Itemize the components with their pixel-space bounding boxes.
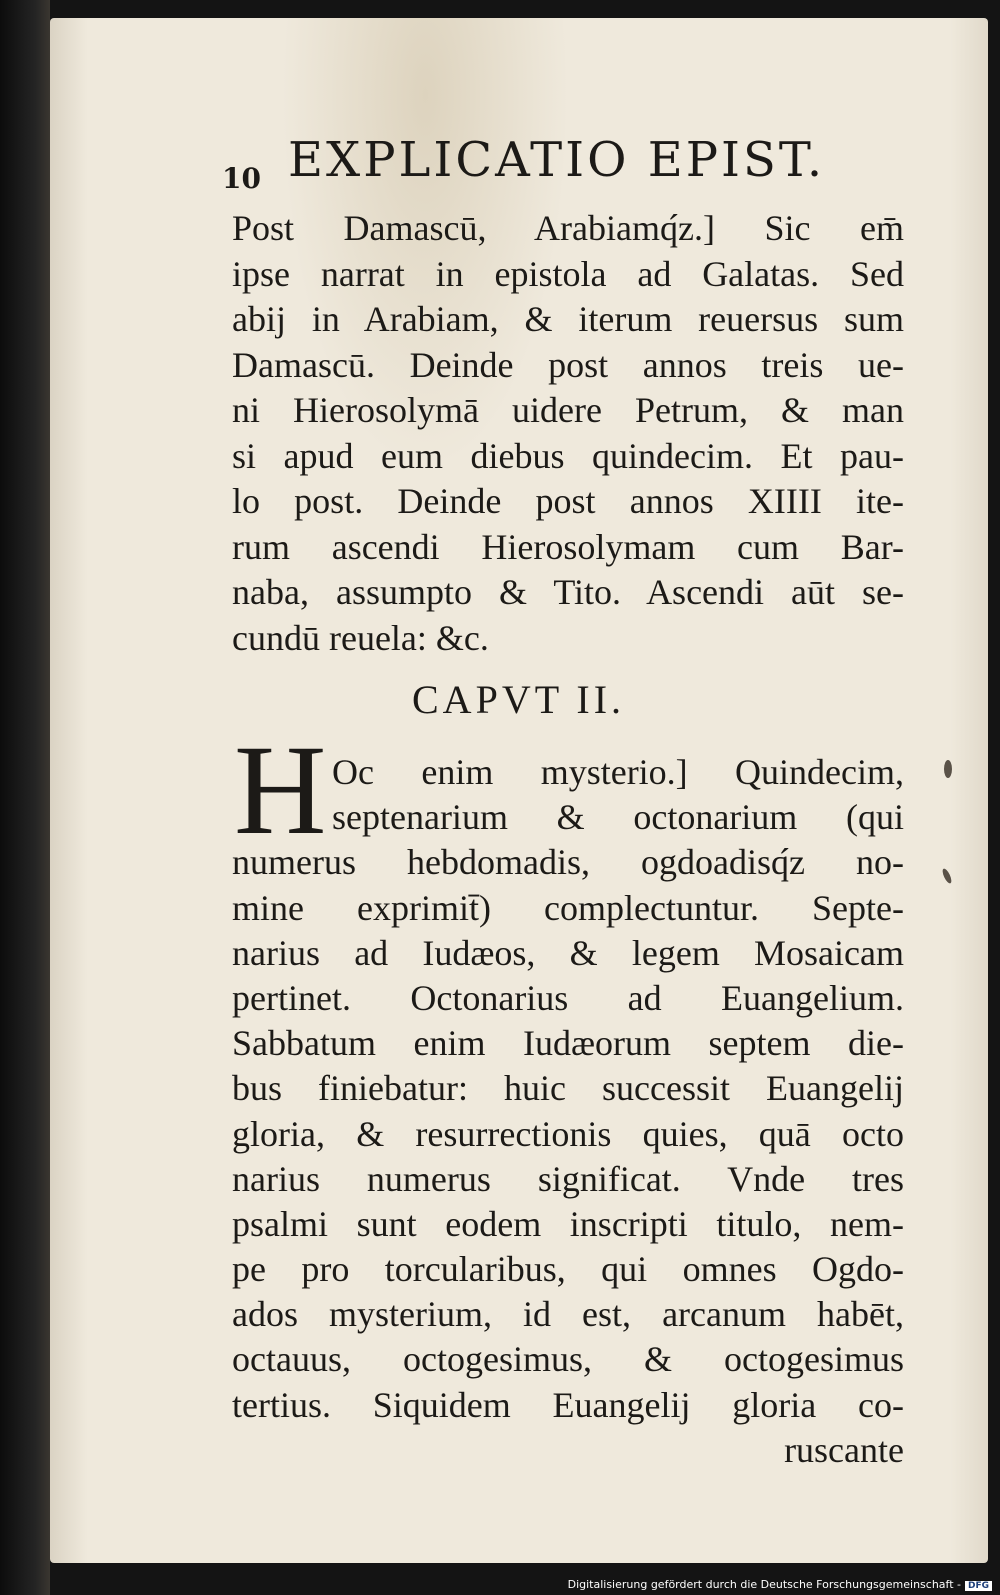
dfg-logo: DFG bbox=[965, 1581, 992, 1591]
page-header bbox=[222, 132, 922, 194]
text-line: numerus hebdomadis, ogdoadisq́z no- bbox=[232, 842, 904, 883]
drop-cap-initial: H bbox=[234, 719, 327, 861]
text-line: psalmi sunt eodem inscripti titulo, nem- bbox=[232, 1203, 904, 1244]
text-line: bus finiebatur: huic successit Euangelij bbox=[232, 1068, 904, 1109]
text-line: mine exprimit̄) complectuntur. Septe- bbox=[232, 887, 904, 928]
text-line: narius ad Iudæos, & legem Mosaicam bbox=[232, 932, 904, 973]
text-line: pertinet. Octonarius ad Euangelium. bbox=[232, 977, 904, 1018]
text-line: Damascū. Deinde post annos treis ue- bbox=[232, 344, 904, 385]
text-line: si apud eum diebus quindecim. Et pau- bbox=[232, 435, 904, 476]
digitization-credit bbox=[568, 1578, 992, 1591]
text-line: Sabbatum enim Iudæorum septem die- bbox=[232, 1023, 904, 1064]
text-line: lo post. Deinde post annos XIIII ite- bbox=[232, 481, 904, 521]
book-spine-edge bbox=[0, 0, 50, 1595]
text-line: rum ascendi Hierosolymam cum Bar- bbox=[232, 526, 904, 567]
credit-text: Digitalisierung gefördert durch die Deutsche Forschungsgemeinschaft - bbox=[567, 1578, 961, 1591]
text-line: cundū reuela: &c. bbox=[232, 617, 489, 658]
text-line: narius numerus significat. Vnde tres bbox=[232, 1158, 904, 1199]
text-line: octauus, octogesimus, & octogesimus bbox=[232, 1339, 904, 1380]
text-line: septenarium & octonarium (qui bbox=[332, 797, 904, 838]
chapter-heading: CAPVT II. bbox=[412, 677, 626, 722]
catchword: ruscante bbox=[784, 1429, 904, 1470]
ink-spot bbox=[944, 760, 952, 778]
text-line: tertius. Siquidem Euangelij gloria co- bbox=[232, 1384, 904, 1425]
text-line: naba, assumpto & Tito. Ascendi aūt se- bbox=[232, 572, 904, 612]
running-title: EXPLICATIO EPIST. bbox=[288, 132, 826, 188]
text-line: pe pro torcularibus, qui omnes Ogdo- bbox=[232, 1249, 904, 1290]
text-line: Post Damascū, Arabiamq́z.] Sic em̄ bbox=[232, 208, 904, 248]
paragraph-1 bbox=[232, 206, 904, 661]
text-line: gloria, & resurrectionis quies, quā octo bbox=[232, 1113, 904, 1154]
text-line: ados mysterium, id est, arcanum habēt, bbox=[232, 1294, 904, 1335]
text-line: ipse narrat in epistola ad Galatas. Sed bbox=[232, 253, 904, 294]
page-number: 10 bbox=[222, 162, 261, 195]
paragraph-2 bbox=[232, 750, 904, 1473]
text-line: ni Hierosolymā uidere Petrum, & man bbox=[232, 390, 904, 430]
text-line: Oc enim mysterio.] Quindecim, bbox=[332, 752, 904, 792]
text-line: abij in Arabiam, & iterum reuersus sum bbox=[232, 299, 904, 339]
